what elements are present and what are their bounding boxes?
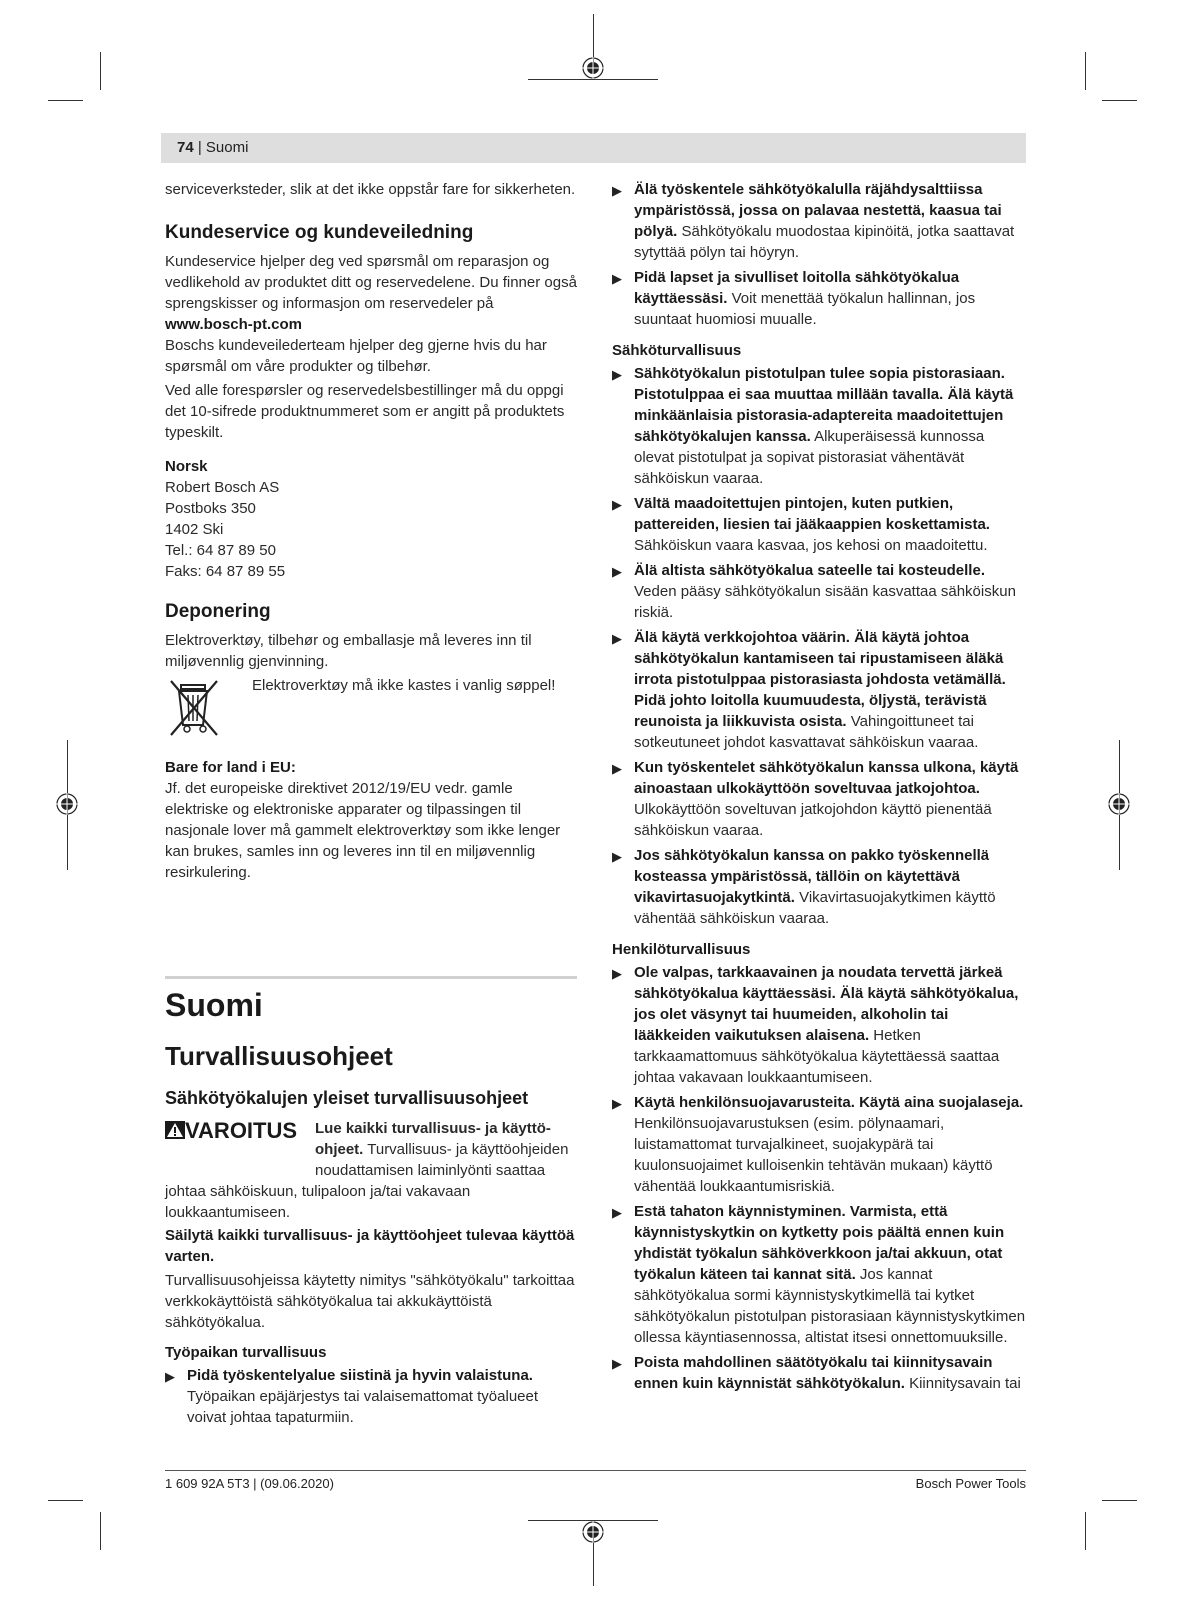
address-line: Robert Bosch AS (165, 479, 280, 496)
bullet-bold: Kun työskentelet sähkötyökalun kanssa ulkona, käytä ainoastaan ulkokäyttöön soveltuvaa jatkojohtoa. (634, 759, 1019, 797)
registration-mark-right-icon (1108, 793, 1130, 815)
address-line: Tel.: 64 87 89 50 (165, 542, 276, 559)
intro-text: serviceverksteder, slik at det ikke oppstår fare for sikkerheten. (165, 181, 576, 198)
address-country: Norsk (165, 458, 208, 475)
registration-mark-top-icon (582, 57, 604, 79)
footer-rule (165, 1470, 1026, 1471)
bullet-arrow-icon: ▶ (612, 761, 622, 776)
list-item (612, 179, 1026, 263)
address-line: 1402 Ski (165, 521, 224, 538)
bullet-bold: Käytä henkilönsuojavarusteita. Käytä aina suojalaseja. (634, 1094, 1024, 1111)
list-item (612, 267, 1026, 330)
bullet-arrow-icon: ▶ (612, 1096, 622, 1111)
crop-mark-bottom-left-h (48, 1500, 83, 1501)
list-item (612, 962, 1026, 1088)
bullet-bold: Pidä työskentelyalue siistinä ja hyvin valaistuna. (187, 1367, 533, 1384)
eu-heading: Bare for land i EU: (165, 759, 296, 776)
bullet-text: Voit menettää työkalun hallinnan, jos suuntaat huomiosi muualle. (634, 290, 976, 328)
bullet-arrow-icon: ▶ (612, 564, 622, 579)
warning-text: Turvallisuus- ja käyttöohjeiden noudattamisen laiminlyönti saattaa johtaa sähköiskuun, tulipaloon ja/tai vakavaan loukkaantumiseen. (165, 1141, 569, 1221)
warning-label-text: VAROITUS (185, 1118, 298, 1143)
bullet-text: Hetken tarkkaamattomuus sähkötyökalua käytettäessä saattaa johtaa vakavaan loukkaantumiseen. (634, 1027, 1000, 1086)
bullet-arrow-icon: ▶ (612, 966, 622, 981)
bullet-bold: Älä työskentele sähkötyökalulla räjähdysalttiissa ympäristössä, jossa on palavaa nestettä, kaasua tai pölyä. (634, 181, 1002, 240)
header-section: Suomi (205, 139, 249, 156)
crop-mark-bottom-right-h (1102, 1500, 1137, 1501)
eu-text: Jf. det europeiske direktivet 2012/19/EU vedr. gamle elektriske og elektroniske apparater og tilpassingen til nasjonale lover må gammelt elektroverktøy som ikke lenger kan brukes, samles inn og leveres inn til en miljøvennlig resirkulering. (165, 780, 561, 881)
bullet-arrow-icon: ▶ (612, 367, 622, 382)
term-definition: Turvallisuusohjeissa käytetty nimitys "sähkötyökalu" tarkoittaa verkkokäyttöistä sähkötyökalua tai akkukäyttöistä sähkötyökalua. (165, 1272, 575, 1331)
registration-mark-left-icon (56, 793, 78, 815)
bullet-text: Alkuperäisessä kunnossa olevat pistotulpat ja sopivat pistorasiat vähentävät sähköiskun vaaraa. (634, 428, 985, 487)
list-item (612, 757, 1026, 841)
bullet-bold: Vältä maadoitettujen pintojen, kuten putkien, pattereiden, liesien tai jääkaappien koskettamista. (634, 495, 990, 533)
crop-mark-top-right-h (1102, 100, 1137, 101)
page-number: 74 (177, 139, 194, 156)
deponering-text: Elektroverktøy, tilbehør og emballasje må leveres inn til miljøvennlig gjenvinning. (165, 632, 532, 670)
disposal-row (165, 675, 580, 743)
bullet-text: Vikavirtasuojakytkimen käyttö vähentää sähköiskun vaaraa. (634, 889, 996, 927)
crop-mark-top-center-h (528, 79, 658, 80)
kundeservice-heading: Kundeservice og kundeveiledning (165, 222, 474, 243)
list-item (612, 1092, 1026, 1197)
bullet-arrow-icon: ▶ (165, 1369, 175, 1384)
bullet-arrow-icon: ▶ (612, 849, 622, 864)
bullet-arrow-icon: ▶ (612, 631, 622, 646)
kundeservice-p2: Boschs kundeveilederteam hjelper deg gjerne hvis du har spørsmål om våre produkter og tilbehør. (165, 337, 547, 375)
bullet-bold: Älä altista sähkötyökalua sateelle tai kosteudelle. (634, 562, 985, 579)
workplace-heading: Työpaikan turvallisuus (165, 1344, 327, 1361)
crop-mark-bottom-center-v (593, 1536, 594, 1586)
bullet-arrow-icon: ▶ (612, 183, 622, 198)
header-separator: | (193, 139, 206, 156)
bullet-text: Vahingoittuneet tai sotkeutuneet johdot kasvattavat sähköiskun vaaraa. (634, 713, 979, 751)
bullet-arrow-icon: ▶ (612, 1205, 622, 1220)
crossed-bin-icon (165, 675, 223, 739)
bullet-text: Työpaikan epäjärjestys tai valaisemattomat työalueet voivat johtaa tapaturmiin. (187, 1388, 539, 1426)
warning-bold: Lue kaikki turvallisuus- ja käyttöohjeet. (315, 1120, 551, 1158)
bosch-url: www.bosch-pt.com (165, 316, 302, 333)
footer-doc-number: 1 609 92A 5T3 | (09.06.2020) (165, 1476, 334, 1491)
disposal-warning-text: Elektroverktøy må ikke kastes i vanlig søppel! (252, 677, 556, 694)
section-divider (165, 976, 577, 979)
address-block (165, 477, 580, 582)
registration-mark-bottom-icon (582, 1521, 604, 1543)
bullet-text: Jos kannat sähkötyökalua sormi käynnistyskytkimellä tai kytket sähkötyökalun pistotulpan pistorasiaan käynnistyskytkimen ollessa käyntiasennossa, altistat itsesi onnettomuuksille. (634, 1266, 1026, 1346)
bullet-bold: Poista mahdollinen säätötyökalu tai kiinnitysavain ennen kuin käynnistät sähkötyökalun. (634, 1354, 993, 1392)
list-item (612, 560, 1026, 623)
suomi-title: Suomi (165, 987, 263, 1023)
bullet-text: Ulkokäyttöön soveltuvan jatkojohdon käyttö pienentää sähköiskun vaaraa. (634, 801, 992, 839)
crop-mark-bottom-right-v (1085, 1512, 1086, 1550)
crop-mark-top-left-h (48, 100, 83, 101)
list-item (612, 627, 1026, 753)
left-column (165, 179, 580, 886)
deponering-heading: Deponering (165, 601, 271, 622)
bullet-bold: Sähkötyökalun pistotulpan tulee sopia pistorasiaan. Pistotulppaa ei saa muuttaa millään tavalla. Älä käytä minkäänlaisia pistorasia-adaptereita maadoitettujen sähkötyökalujen kanssa. (634, 365, 1014, 445)
warning-label (165, 1118, 315, 1162)
kundeservice-p1: Kundeservice hjelper deg ved spørsmål om reparasjon og vedlikehold av produktet ditt og reservedelene. Du finner også sprengskisser og informasjon om reservedeler på (165, 253, 577, 312)
bullet-bold: Jos sähkötyökalun kanssa on pakko työskennellä kosteassa ympäristössä, tällöin on käytettävä vikavirtasuojakytkintä. (634, 847, 990, 906)
bullet-arrow-icon: ▶ (612, 1356, 622, 1371)
crop-mark-top-right-v (1085, 52, 1086, 90)
bullet-text: Henkilönsuojavarustuksen (esim. pölynaamari, luistamattomat turvajalkineet, suojakypärä tai kuulonsuojaimet kulloisenkin tehtävän mukaan) käyttö vähentää loukkaantumisriskiä. (634, 1115, 993, 1195)
left-column-suomi (165, 986, 580, 1432)
address-line: Faks: 64 87 89 55 (165, 563, 286, 580)
keep-instructions: Säilytä kaikki turvallisuus- ja käyttöohjeet tulevaa käyttöä varten. (165, 1227, 575, 1265)
right-column (612, 179, 1026, 1398)
bullet-text: Sähkötyökalu muodostaa kipinöitä, jotka saattavat sytyttää pölyn tai höyryn. (634, 223, 1015, 261)
electric-safety-heading: Sähköturvallisuus (612, 342, 742, 359)
list-item (612, 1352, 1026, 1394)
general-safety-heading: Sähkötyökalujen yleiset turvallisuusohjeet (165, 1088, 529, 1108)
list-item (612, 845, 1026, 929)
page-header-bar (161, 133, 1026, 163)
page-header (177, 139, 248, 156)
bullet-bold: Estä tahaton käynnistyminen. Varmista, että käynnistyskytkin on kytketty pois päältä ennen kuin yhdistät työkalun sähköverkkoon ja/tai akkuun, otat työkalun käteen tai kannat sitä. (634, 1203, 1005, 1283)
bullet-arrow-icon: ▶ (612, 271, 622, 286)
bullet-bold: Ole valpas, tarkkaavainen ja noudata tervettä järkeä sähkötyökalua käyttäessäsi. Älä käytä sähkötyökalua, jos olet väsynyt tai huumeiden, alkoholin tai lääkkeiden vaikutuksen alaisena. (634, 964, 1019, 1044)
safety-title: Turvallisuusohjeet (165, 1041, 393, 1071)
bullet-text: Veden pääsy sähkötyökalun sisään kasvattaa sähköiskun riskiä. (634, 583, 1016, 621)
personal-safety-heading: Henkilöturvallisuus (612, 941, 751, 958)
bullet-text: Kiinnitysavain tai (904, 1375, 1021, 1392)
kundeservice-p3: Ved alle forespørsler og reservedelsbestillinger må du oppgi det 10-sifrede produktnummeret som er angitt på produktets typeskilt. (165, 382, 565, 441)
footer-brand: Bosch Power Tools (915, 1476, 1026, 1491)
list-item (612, 493, 1026, 556)
bullet-bold: Älä käytä verkkojohtoa väärin. Älä käytä johtoa sähkötyökalun kantamiseen tai ripustamiseen äläkä irrota pistotulppaa pistorasiasta johdosta vetämällä. Pidä johto loitolla kuumuudesta, öljystä, terävistä reunoista ja liikkuvista osista. (634, 629, 1006, 730)
warning-triangle-icon (165, 1121, 185, 1139)
crop-mark-bottom-left-v (100, 1512, 101, 1550)
bullet-bold: Pidä lapset ja sivulliset loitolla sähkötyökalua käyttäessäsi. (634, 269, 960, 307)
crop-mark-top-left-v (100, 52, 101, 90)
address-line: Postboks 350 (165, 500, 256, 517)
list-item (165, 1365, 580, 1428)
bullet-arrow-icon: ▶ (612, 497, 622, 512)
list-item (612, 1201, 1026, 1348)
bullet-text: Sähköiskun vaara kasvaa, jos kehosi on maadoitettu. (634, 537, 988, 554)
warning-block (165, 1118, 580, 1223)
list-item (612, 363, 1026, 489)
